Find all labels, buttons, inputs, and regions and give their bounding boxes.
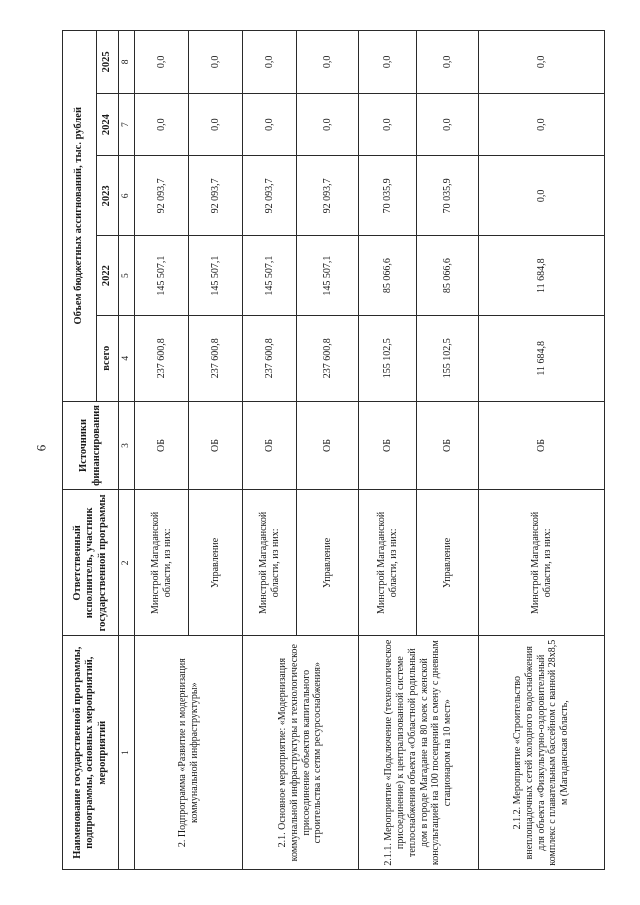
row-2022: 145 507,1 <box>189 236 243 316</box>
row-name: 2.1.2. Мероприятие «Строительство внеплощадочных сетей холодного водоснабжения для объекта «Физкультурно-оздоровительный комплекс с плавательным бассейном с ванной 28х8,5 м (Магаданская область, <box>479 636 605 870</box>
row-2023: 92 093,7 <box>243 156 297 236</box>
table-row <box>479 31 605 870</box>
row-2024: 0,0 <box>417 93 479 156</box>
header-executor: Ответственный исполнитель, участник государственной программы <box>63 490 119 636</box>
row-total: 237 600,8 <box>189 316 243 401</box>
row-2025: 0,0 <box>189 31 243 94</box>
row-total: 237 600,8 <box>243 316 297 401</box>
row-2023: 92 093,7 <box>135 156 189 236</box>
row-2025: 0,0 <box>359 31 417 94</box>
row-name: 2.1. Основное мероприятие: «Модернизация коммунальной инфраструктуры и технологическое присоединение объектов капитального строительства к сетям ресурсоснабжения» <box>243 636 359 870</box>
column-number: 4 <box>119 316 135 401</box>
row-2024: 0,0 <box>189 93 243 156</box>
row-name: 2.1.1. Мероприятие «Подключение (технологическое присоединение) к централизованной системе теплоснабжения объекта «Областной родильный дом в городе Магадане на 80 коек с женской консультацией на 100 посещений в смену с дневным стационаром на 10 мест» <box>359 636 479 870</box>
row-2023: 92 093,7 <box>189 156 243 236</box>
header-year: 2024 <box>97 93 119 156</box>
column-number: 7 <box>119 93 135 156</box>
row-executor: Минстрой Магаданской области, из них: <box>135 490 189 636</box>
row-2024: 0,0 <box>479 93 605 156</box>
column-number: 1 <box>119 636 135 870</box>
row-2022: 145 507,1 <box>135 236 189 316</box>
row-executor: Управление <box>297 490 359 636</box>
row-2022: 85 066,6 <box>417 236 479 316</box>
row-2022: 11 684,8 <box>479 236 605 316</box>
header-name: Наименование государственной программы, подпрограммы, основных мероприятий, мероприятий <box>63 636 119 870</box>
table-row <box>135 31 189 870</box>
table-row <box>359 31 417 870</box>
column-number: 8 <box>119 31 135 94</box>
header-year: 2022 <box>97 236 119 316</box>
column-number: 6 <box>119 156 135 236</box>
row-executor: Управление <box>417 490 479 636</box>
row-2024: 0,0 <box>359 93 417 156</box>
row-source: ОБ <box>417 401 479 490</box>
column-number: 5 <box>119 236 135 316</box>
header-year: 2025 <box>97 31 119 94</box>
header-year: 2023 <box>97 156 119 236</box>
row-executor: Минстрой Магаданской области, из них: <box>359 490 417 636</box>
row-2025: 0,0 <box>135 31 189 94</box>
row-total: 155 102,5 <box>359 316 417 401</box>
row-2024: 0,0 <box>243 93 297 156</box>
row-2023: 70 035,9 <box>417 156 479 236</box>
column-number-row <box>119 31 135 870</box>
table-row <box>243 31 297 870</box>
row-source: ОБ <box>359 401 417 490</box>
header-source: Источники финансирования <box>63 401 119 490</box>
row-2025: 0,0 <box>417 31 479 94</box>
row-2023: 0,0 <box>479 156 605 236</box>
row-source: ОБ <box>297 401 359 490</box>
row-2022: 145 507,1 <box>297 236 359 316</box>
header-budget: Объем бюджетных ассигнований, тыс. рублей <box>63 31 97 402</box>
row-2024: 0,0 <box>297 93 359 156</box>
row-executor: Минстрой Магаданской области, из них: <box>479 490 605 636</box>
budget-table <box>62 30 605 870</box>
row-2024: 0,0 <box>135 93 189 156</box>
page-number: 6 <box>33 444 49 452</box>
row-name: 2. Подпрограмма «Развитие и модернизация коммунальной инфраструктуры» <box>135 636 243 870</box>
row-2022: 85 066,6 <box>359 236 417 316</box>
row-source: ОБ <box>189 401 243 490</box>
row-2023: 70 035,9 <box>359 156 417 236</box>
row-total: 237 600,8 <box>135 316 189 401</box>
header-row-1 <box>63 31 97 870</box>
row-total: 11 684,8 <box>479 316 605 401</box>
row-source: ОБ <box>243 401 297 490</box>
row-total: 155 102,5 <box>417 316 479 401</box>
row-2023: 92 093,7 <box>297 156 359 236</box>
row-source: ОБ <box>135 401 189 490</box>
row-2025: 0,0 <box>479 31 605 94</box>
row-2022: 145 507,1 <box>243 236 297 316</box>
row-2025: 0,0 <box>243 31 297 94</box>
row-source: ОБ <box>479 401 605 490</box>
row-executor: Минстрой Магаданской области, из них: <box>243 490 297 636</box>
row-total: 237 600,8 <box>297 316 359 401</box>
header-total: всего <box>97 316 119 401</box>
column-number: 2 <box>119 490 135 636</box>
column-number: 3 <box>119 401 135 490</box>
row-executor: Управление <box>189 490 243 636</box>
rotated-table-wrapper <box>62 30 602 870</box>
row-2025: 0,0 <box>297 31 359 94</box>
